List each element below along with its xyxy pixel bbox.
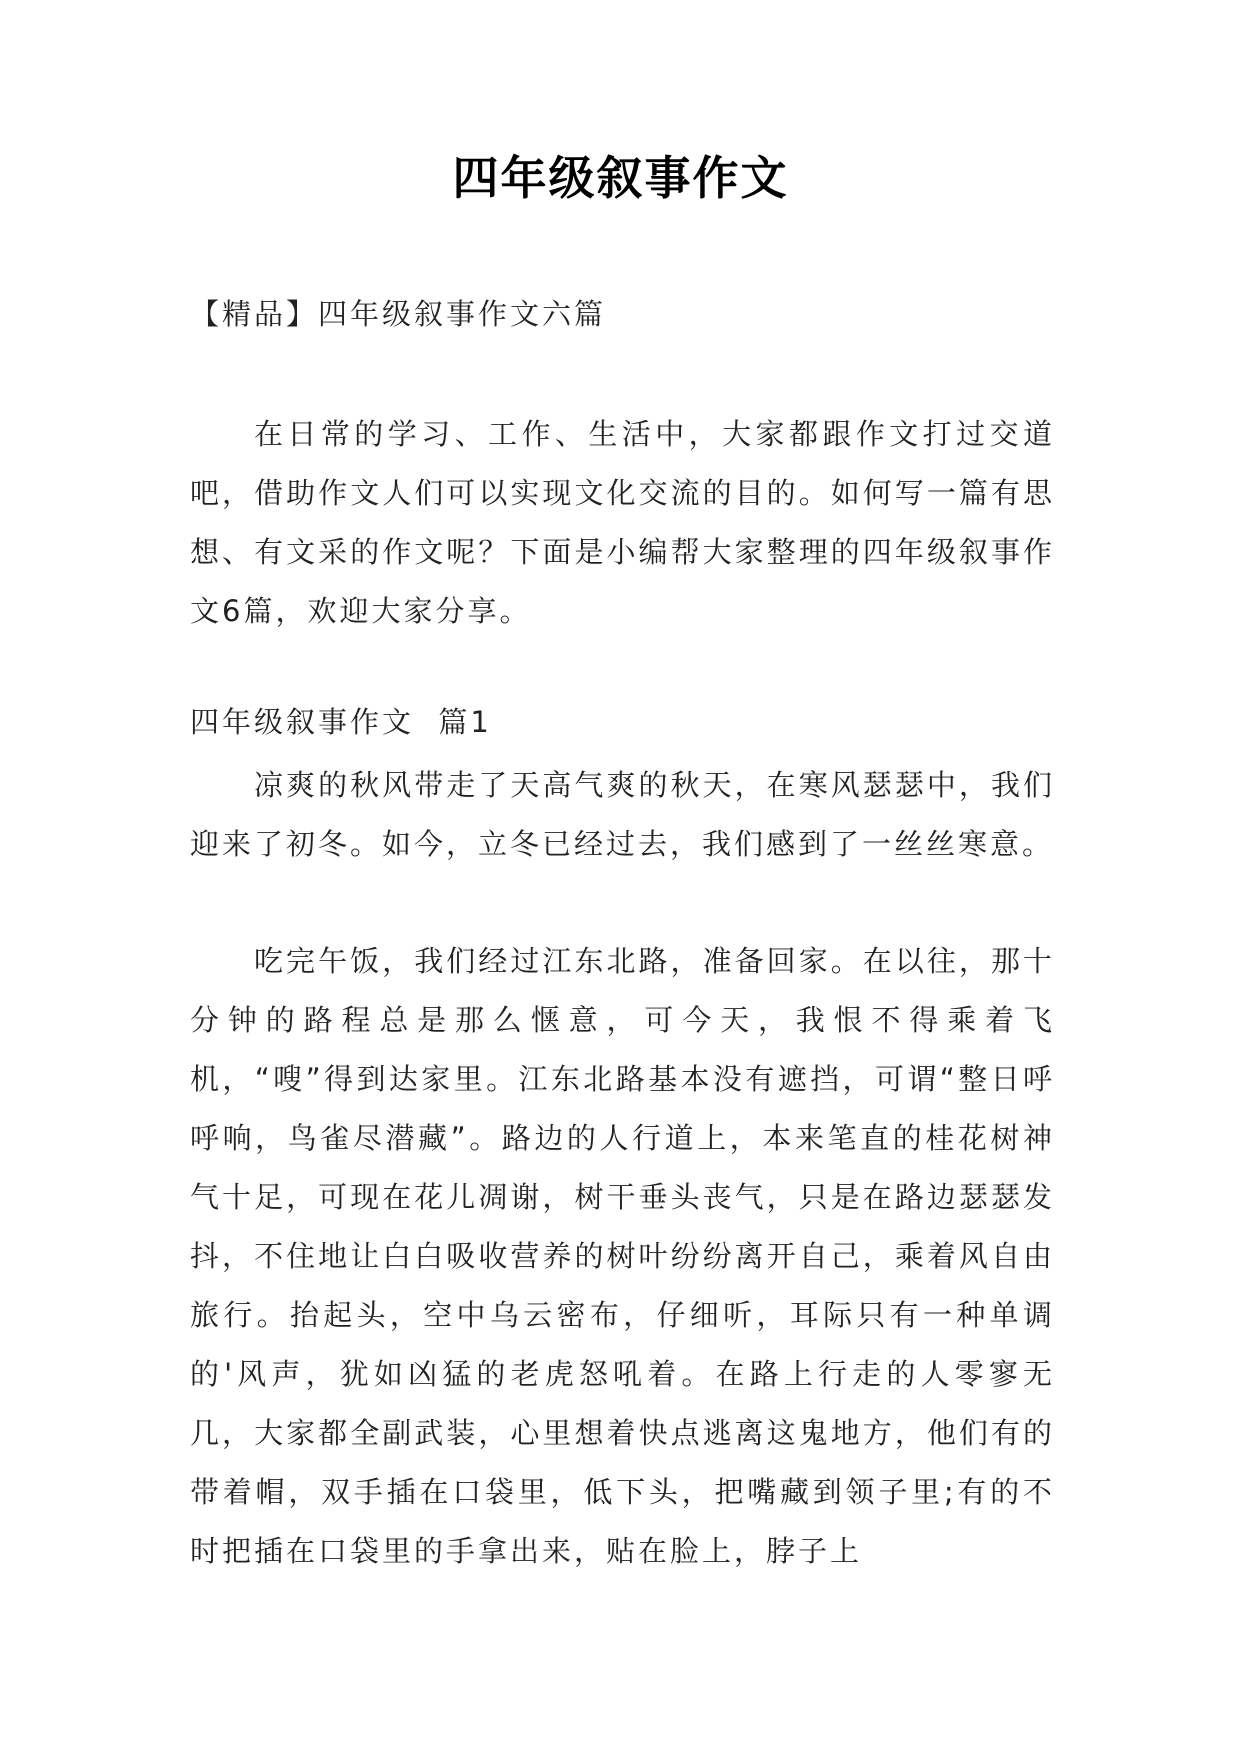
body-paragraph: 凉爽的秋风带走了天高气爽的秋天，在寒风瑟瑟中，我们迎来了初冬。如今，立冬已经过去，我们感到了一丝丝寒意。 — [190, 768, 1055, 861]
document-title: 四年级叙事作文 — [452, 151, 789, 205]
document-subtitle: 【精品】四年级叙事作文六篇 — [190, 297, 607, 331]
section-heading: 四年级叙事作文 篇1 — [190, 705, 492, 739]
body-paragraph: 吃完午饭，我们经过江东北路，准备回家。在以往，那十分钟的路程总是那么惬意，可今天，我恨不得乘着飞机，“嗖”得到达家里。江东北路基本没有遮挡，可谓“整日呼呼响，鸟雀尽潜藏”。路边的人行道上，本来笔直的桂花树神气十足，可现在花儿凋谢，树干垂头丧气，只是在路边瑟瑟发抖，不住地让白白吸收营养的树叶纷纷离开自己，乘着风自由旅行。抬起头，空中乌云密布，仔细听，耳际只有一种单调的'风声，犹如凶猛的老虎怒吼着。在路上行走的人零寥无几，大家都全副武装，心里想着快点逃离这鬼地方，他们有的带着帽，双手插在口袋里，低下头，把嘴藏到领子里;有的不时把插在口袋里的手拿出来，贴在脸上，脖子上 — [190, 944, 1055, 1568]
intro-paragraph: 在日常的学习、工作、生活中，大家都跟作文打过交道吧，借助作文人们可以实现文化交流的目的。如何写一篇有思想、有文采的作文呢？下面是小编帮大家整理的四年级叙事作文6篇，欢迎大家分享。 — [190, 417, 1055, 628]
